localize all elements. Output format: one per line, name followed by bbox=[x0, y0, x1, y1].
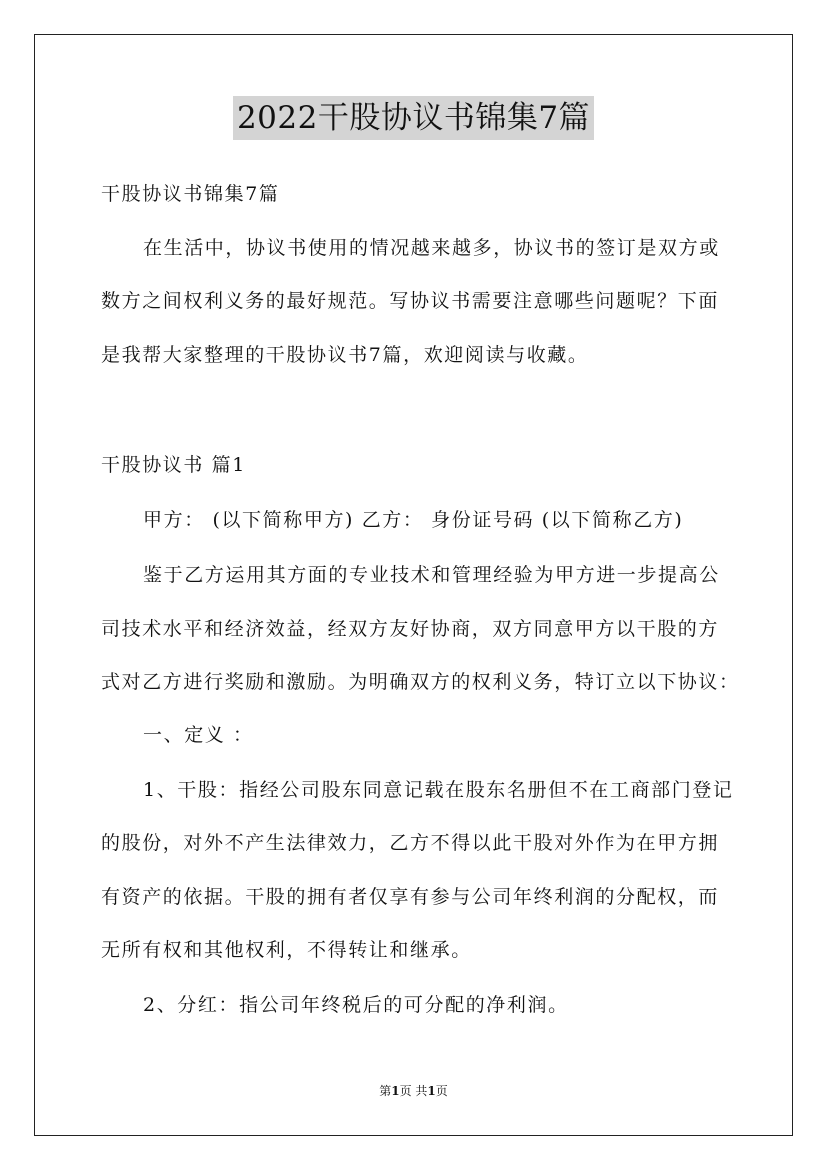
section-heading: 干股协议书 篇1 bbox=[101, 454, 246, 476]
parties-line: 甲方： (以下简称甲方) 乙方： 身份证号码 (以下简称乙方) bbox=[143, 509, 684, 531]
page-footer bbox=[0, 1082, 827, 1100]
intro-line-3: 是我帮大家整理的干股协议书7篇，欢迎阅读与收藏。 bbox=[101, 344, 589, 366]
definition-heading: 一、定义 ： bbox=[143, 724, 254, 746]
footer-prefix: 第 bbox=[379, 1084, 392, 1098]
clause-1-line-1: 1、干股：指经公司股东同意记载在股东名册但不在工商部门登记 bbox=[143, 779, 734, 801]
document-title: 2022干股协议书锦集7篇 bbox=[233, 96, 594, 140]
title-container bbox=[0, 96, 827, 140]
subtitle-line: 干股协议书锦集7篇 bbox=[101, 183, 280, 205]
body-line-1: 鉴于乙方运用其方面的专业技术和管理经验为甲方进一步提高公 bbox=[143, 564, 720, 586]
footer-suffix: 页 bbox=[435, 1084, 448, 1098]
clause-1-line-4: 无所有权和其他权利，不得转让和继承。 bbox=[101, 939, 472, 961]
clause-1-line-3: 有资产的依据。干股的拥有者仅享有参与公司年终利润的分配权，而 bbox=[101, 886, 720, 908]
clause-2-line-1: 2、分红：指公司年终税后的可分配的净利润。 bbox=[143, 994, 569, 1016]
body-line-3: 式对乙方进行奖励和激励。为明确双方的权利义务，特订立以下协议： bbox=[101, 671, 740, 693]
intro-line-1: 在生活中，协议书使用的情况越来越多，协议书的签订是双方或 bbox=[143, 237, 720, 259]
intro-line-2: 数方之间权利义务的最好规范。写协议书需要注意哪些问题呢？下面 bbox=[101, 290, 720, 312]
clause-1-line-2: 的股份，对外不产生法律效力，乙方不得以此干股对外作为在甲方拥 bbox=[101, 832, 720, 854]
footer-page-total: 1 bbox=[427, 1084, 436, 1098]
footer-page-current: 1 bbox=[391, 1084, 400, 1098]
footer-mid: 页 共 bbox=[399, 1084, 428, 1098]
body-line-2: 司技术水平和经济效益，经双方友好协商，双方同意甲方以干股的方 bbox=[101, 618, 720, 640]
